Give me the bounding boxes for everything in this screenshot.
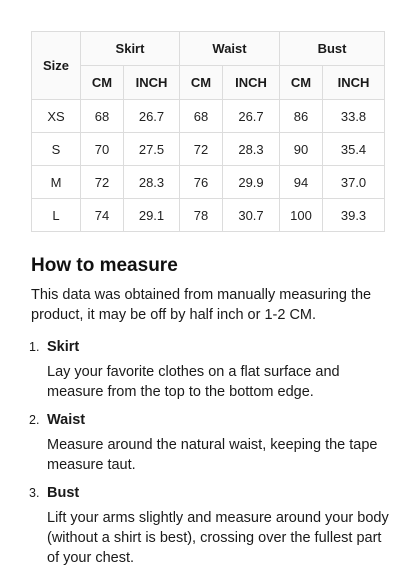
table-cell: 68	[81, 100, 124, 133]
how-to-measure-title: How to measure	[31, 255, 178, 276]
table-cell: 74	[81, 199, 124, 232]
step-title: Skirt	[47, 339, 80, 355]
step-title: Bust	[47, 485, 80, 501]
table-cell: 28.3	[223, 133, 280, 166]
table-cell: 90	[280, 133, 323, 166]
table-cell: 94	[280, 166, 323, 199]
table-header-row	[32, 32, 385, 66]
unit-header: CM	[280, 66, 323, 100]
step-description: Lay your favorite clothes on a flat surface and measure from the top to the bottom edge.	[47, 364, 340, 400]
table-cell: 86	[280, 100, 323, 133]
table-cell: 33.8	[323, 100, 385, 133]
table-row	[32, 133, 385, 166]
list-item-bust	[29, 483, 389, 568]
unit-header: CM	[180, 66, 223, 100]
table-cell: 29.9	[223, 166, 280, 199]
table-cell: 29.1	[124, 199, 180, 232]
list-item-waist	[29, 410, 389, 475]
unit-header: INCH	[124, 66, 180, 100]
unit-header: INCH	[223, 66, 280, 100]
step-description: Measure around the natural waist, keeping the tape measure taut.	[47, 437, 378, 473]
table-cell: 76	[180, 166, 223, 199]
size-cell: M	[32, 166, 81, 199]
unit-header: CM	[81, 66, 124, 100]
table-cell: 68	[180, 100, 223, 133]
table-cell: 26.7	[124, 100, 180, 133]
step-number: 3.	[29, 486, 40, 500]
skirt-group-header: Skirt	[81, 32, 180, 66]
size-column-header: Size	[32, 32, 81, 100]
unit-header: INCH	[323, 66, 385, 100]
table-cell: 72	[180, 133, 223, 166]
table-cell: 100	[280, 199, 323, 232]
table-cell: 26.7	[223, 100, 280, 133]
table-cell: 70	[81, 133, 124, 166]
size-cell: L	[32, 199, 81, 232]
bust-group-header: Bust	[280, 32, 385, 66]
list-item-skirt	[29, 337, 389, 402]
table-row	[32, 100, 385, 133]
table-unit-row	[32, 66, 385, 100]
table-row	[32, 166, 385, 199]
table-row	[32, 199, 385, 232]
measurement-disclaimer: This data was obtained from manually measuring the product, it may be off by half inch or 1-2 CM.	[31, 287, 372, 323]
waist-group-header: Waist	[180, 32, 280, 66]
measurement-steps-list	[29, 337, 389, 576]
size-cell: XS	[32, 100, 81, 133]
size-chart-table	[31, 31, 385, 232]
table-cell: 28.3	[124, 166, 180, 199]
step-number: 1.	[29, 340, 40, 354]
table-cell: 30.7	[223, 199, 280, 232]
step-title: Waist	[47, 412, 86, 428]
size-cell: S	[32, 133, 81, 166]
table-cell: 27.5	[124, 133, 180, 166]
table-cell: 35.4	[323, 133, 385, 166]
table-cell: 72	[81, 166, 124, 199]
step-description: Lift your arms slightly and measure around your body (without a shirt is best), crossing over the fullest part of your chest.	[47, 510, 389, 566]
step-number: 2.	[29, 413, 40, 427]
table-cell: 37.0	[323, 166, 385, 199]
table-cell: 78	[180, 199, 223, 232]
table-cell: 39.3	[323, 199, 385, 232]
